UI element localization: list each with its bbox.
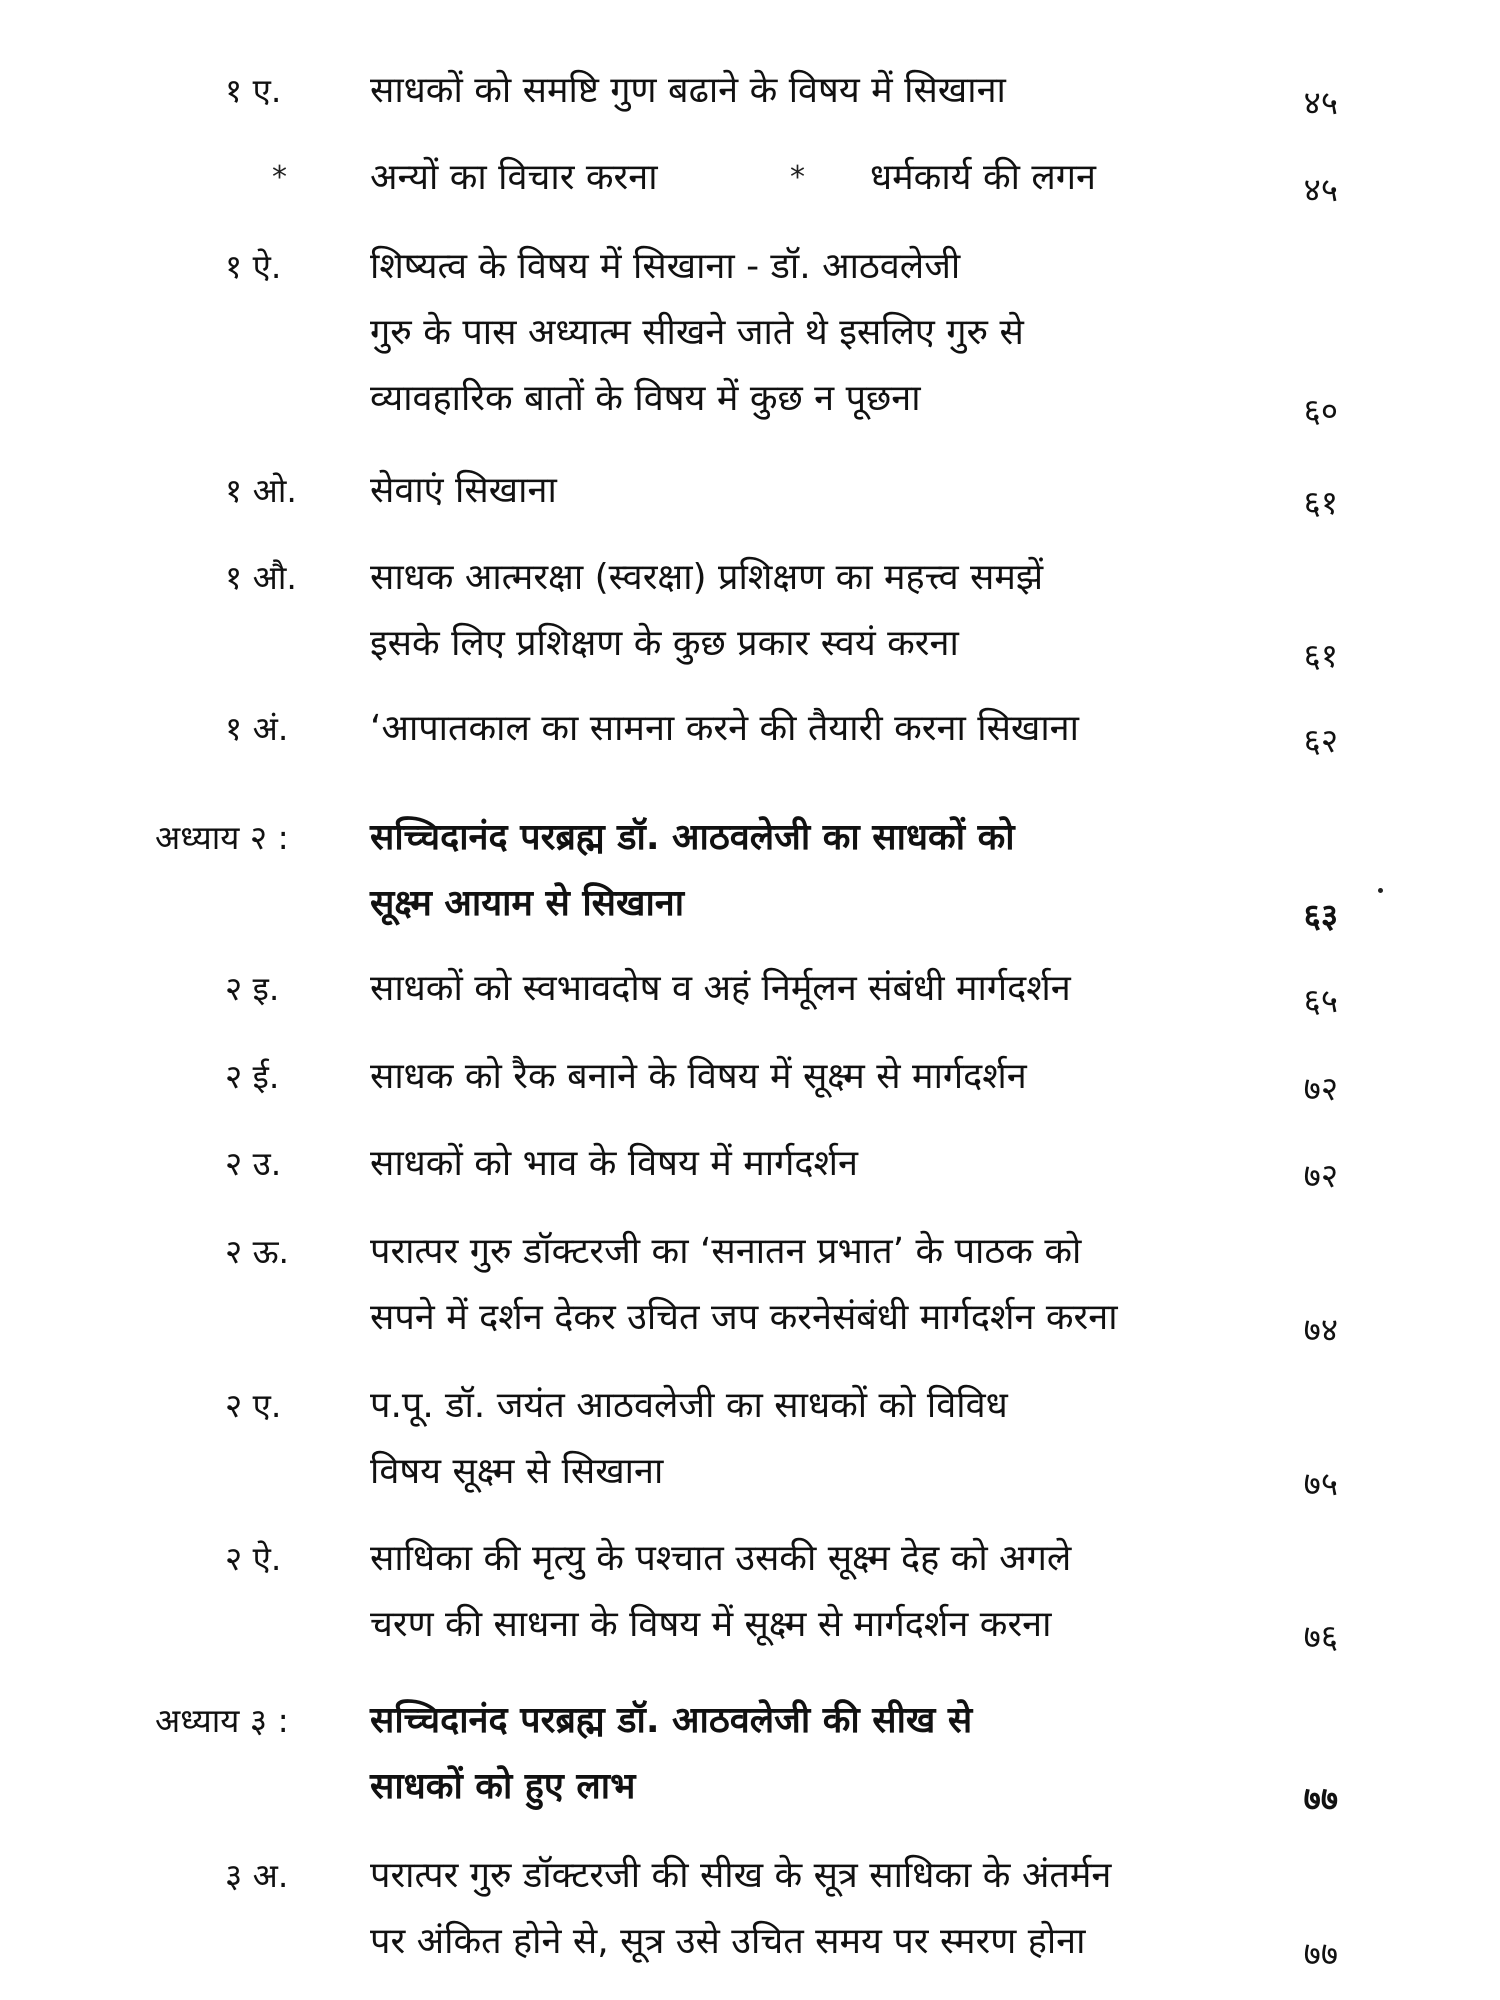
title-line: गुरु के पास अध्यात्म सीखने जाते थे इसलिए गुरु से — [370, 312, 1024, 353]
entry-title — [370, 1131, 1250, 1197]
page-number: ७७ — [1303, 1779, 1338, 1818]
chapter-title — [370, 805, 1250, 937]
entry-title — [370, 1219, 1250, 1351]
title-line: साधकों को हुए लाभ — [370, 1766, 636, 1807]
entry-number: १ अं. — [225, 709, 289, 748]
title-line: साधक आत्मरक्षा (स्वरक्षा) प्रशिक्षण का महत्त्व समझें — [370, 557, 1044, 598]
page-number: ६० — [1303, 391, 1338, 430]
title-line: सूक्ष्म आयाम से सिखाना — [370, 883, 685, 924]
chapter-title — [370, 1688, 1250, 1820]
chapter-label: अध्याय ३ : — [155, 1701, 289, 1740]
entry-number: २ इ. — [225, 969, 280, 1008]
title-line: साधकों को भाव के विषय में मार्गदर्शन — [370, 1143, 858, 1184]
chapter-label: अध्याय २ : — [155, 818, 289, 857]
entry-number: २ ए. — [225, 1386, 282, 1425]
title-line: पर अंकित होने से, सूत्र उसे उचित समय पर स्मरण होना — [370, 1921, 1086, 1962]
page-number: ४५ — [1303, 83, 1338, 122]
title-line: साधकों को समष्टि गुण बढाने के विषय में सिखाना — [370, 70, 1006, 111]
entry-title — [370, 1373, 1250, 1505]
page-number: ७२ — [1303, 1156, 1338, 1195]
entry-title — [370, 1044, 1250, 1110]
page-number: ६५ — [1303, 981, 1338, 1020]
title-line: सच्चिदानंद परब्रह्म डॉ. आठवलेजी का साधकों को — [370, 817, 1015, 858]
entry-number: १ ऐ. — [225, 247, 282, 286]
page-number: ६३ — [1303, 896, 1338, 935]
entry-title — [370, 696, 1250, 762]
title-line: साधक को रैक बनाने के विषय में सूक्ष्म से मार्गदर्शन — [370, 1056, 1027, 1097]
page-number: ६२ — [1303, 721, 1338, 760]
asterisk-icon: * — [790, 160, 805, 195]
title-line: परात्पर गुरु डॉक्टरजी की सीख के सूत्र साधिका के अंतर्मन — [370, 1855, 1112, 1896]
title-line: इसके लिए प्रशिक्षण के कुछ प्रकार स्वयं करना — [370, 623, 959, 664]
entry-title — [370, 545, 1250, 677]
entry-title — [370, 458, 1250, 524]
page-number: ६१ — [1303, 483, 1338, 522]
entry-number: २ ऊ. — [225, 1232, 290, 1271]
entry-title — [370, 1526, 1250, 1658]
entry-number: २ ई. — [225, 1057, 280, 1096]
page-number: ७२ — [1303, 1069, 1338, 1108]
entry-title — [370, 1843, 1250, 1975]
title-line: सेवाएं सिखाना — [370, 470, 557, 511]
entry-title — [370, 58, 1250, 124]
asterisk-icon: * — [272, 160, 287, 195]
sub-item: धर्मकार्य की लगन — [870, 157, 1097, 198]
scan-speck — [1378, 888, 1383, 893]
entry-number: २ उ. — [225, 1144, 282, 1183]
title-line: चरण की साधना के विषय में सूक्ष्म से मार्गदर्शन करना — [370, 1604, 1052, 1645]
entry-number: २ ऐ. — [225, 1539, 282, 1578]
title-line: सच्चिदानंद परब्रह्म डॉ. आठवलेजी की सीख से — [370, 1700, 973, 1741]
entry-number: १ ओ. — [225, 471, 297, 510]
title-line: शिष्यत्व के विषय में सिखाना - डॉ. आठवलेजी — [370, 246, 961, 287]
page-number: ४५ — [1303, 170, 1338, 209]
title-line: सपने में दर्शन देकर उचित जप करनेसंबंधी मार्गदर्शन करना — [370, 1297, 1118, 1338]
title-line: व्यावहारिक बातों के विषय में कुछ न पूछना — [370, 378, 921, 419]
entry-title — [370, 956, 1250, 1022]
entry-number: ३ अ. — [225, 1856, 289, 1895]
entry-number: १ ए. — [225, 71, 282, 110]
title-line: परात्पर गुरु डॉक्टरजी का ‘सनातन प्रभात’ के पाठक को — [370, 1231, 1082, 1272]
title-line: साधिका की मृत्यु के पश्चात उसकी सूक्ष्म देह को अगले — [370, 1538, 1072, 1579]
title-line: ‘आपातकाल का सामना करने की तैयारी करना सिखाना — [370, 708, 1079, 749]
title-line: प.पू. डॉ. जयंत आठवलेजी का साधकों को विविध — [370, 1385, 1008, 1426]
page-number: ७७ — [1303, 1934, 1338, 1973]
title-line: विषय सूक्ष्म से सिखाना — [370, 1451, 664, 1492]
entry-number: १ औ. — [225, 558, 297, 597]
page-number: ७५ — [1303, 1464, 1338, 1503]
page-number: ६१ — [1303, 636, 1338, 675]
page-number: ७४ — [1303, 1310, 1338, 1349]
title-line: साधकों को स्वभावदोष व अहं निर्मूलन संबंधी मार्गदर्शन — [370, 968, 1071, 1009]
page-number: ७६ — [1303, 1617, 1338, 1656]
sub-item: अन्यों का विचार करना — [370, 157, 658, 198]
entry-title — [370, 234, 1250, 432]
